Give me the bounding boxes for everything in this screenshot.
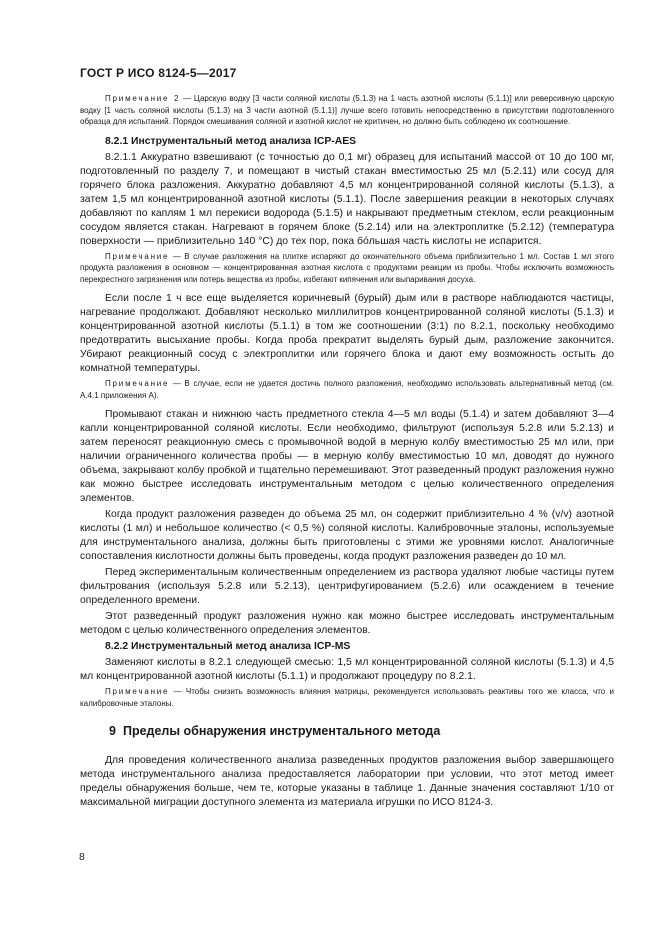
note-text: — В случае, если не удается достичь полного разложения, необходимо использовать альтернативный метод (см. А.4.1 приложения А). — [80, 379, 614, 400]
note-label: Примечание — [105, 687, 170, 696]
note-text: — В случае разложения на плитке испаряют до окончательного объема приблизительно 1 мл. Состав 1 мл этого продукта разложения в основном — концентрированная азотная кислота с продуктами реакции из пробы. Чтобы исключить возможность перекрестного загрязнения или потерь вещества из пробы, избегают кипячения или выпаривания досуха. — [80, 251, 614, 284]
page-number: 8 — [79, 851, 85, 863]
paragraph-filtration: Перед экспериментальным количественным определением из раствора удаляют любые частицы путем фильтрования (используя 5.2.8 или 5.2.13), центрифугированием (5.2.6) или осаждением в течение определенного времени. — [80, 567, 614, 606]
note-text: — Чтобы снизить возможность влияния матрицы, рекомендуется использовать реактивы того же класса, что и калибровочные эталоны. — [80, 687, 614, 708]
section-title: Пределы обнаружения инструментального метода — [122, 724, 441, 738]
section-heading-9 — [80, 724, 614, 738]
page-content — [80, 93, 614, 812]
note-label: Примечание — [105, 379, 170, 388]
note-label: Примечание 2 — [105, 94, 181, 103]
note-alternative-method — [80, 378, 614, 401]
note-label: Примечание — [105, 251, 170, 261]
note-hotplate — [80, 251, 614, 286]
paragraph-dilution: Когда продукт разложения разведен до объема 25 мл, он содержит приблизительно 4 % (v/v) азотной кислоты (1 мл) и небольшое количество (< 0,5 %) соляной кислоты. Калибровочные эталоны, используемые для инструментального анализа, должны быть приготовлены с этими же уровнями кислот. Аналогичные сопоставления кислотности должны быть проведены, когда продукт разложения разведен до 10 мл. — [80, 509, 614, 562]
paragraph-brown-fumes: Если после 1 ч все еще выделяется коричневый (бурый) дым или в растворе наблюдаются частицы, нагревание продолжают. Добавляют несколько миллилитров концентрированной соляной кислоты (5.1.3) и концентрированной азотной кислоты (5.1.1) в том же соотношении (3:1) по 8.2.1, поскольку необходимо предотвратить высыхание пробы. Когда проба прекратит выделять бурый дым, разложение закончится. Убирают реакционный сосуд с электроплитки или горячего блока и дают ему возможность остыть до комнатной температуры. — [80, 293, 614, 374]
document-header: ГОСТ Р ИСО 8124-5—2017 — [80, 66, 237, 80]
section-number: 9 — [109, 724, 116, 738]
paragraph-detection-limits: Для проведения количественного анализа разведенных продуктов разложения выбор завершающего метода инструментального анализа предоставляется лаборатории при условии, что этот метод имеет пределы обнаружения больше, чем те, которые указаны в таблице 1. Данные значения составляют 1/10 от максимальной миграции доступного элемента из материала игрушки по ИСО 8124-3. — [80, 755, 614, 808]
subsection-heading-8-2-1: 8.2.1 Инструментальный метод анализа ICP-AES — [105, 135, 357, 147]
paragraph-8-2-2: Заменяют кислоты в 8.2.1 следующей смесью: 1,5 мл концентрированной соляной кислоты (5.1.3) и 4,5 мл концентрированной азотной кислоты (5.1.1) и продолжают процедуру по 8.2.1. — [80, 657, 614, 682]
paragraph-8-2-1-1: 8.2.1.1 Аккуратно взвешивают (с точностью до 0,1 мг) образец для испытаний массой от 10 до 100 мг, подготовленный по разделу 7, и помещают в чистый стакан вместимостью 25 мл (5.2.11) или сосуд для горячего блока разложения. Аккуратно добавляют 4,5 мл концентрированной соляной кислоты (5.1.3), а затем 1,5 мл концентрированной азотной кислоты (5.1.1). После завершения реакции в некоторых случаях добавляют по каплям 1 мл перекиси водорода (5.1.5) и накрывают предметным стеклом, если реакционным сосудом является стакан. Нагревают в горячем блоке (5.2.14) или на электроплитке (5.2.12) (температура поверхности — приблизительно 140 °С) до тех пор, пока бóльшая часть кислоты не испарится. — [80, 151, 614, 247]
paragraph-analyse-quickly: Этот разведенный продукт разложения нужно как можно быстрее исследовать инструментальным методом с целью количественного определения элементов. — [80, 611, 614, 636]
note-text: — Царскую водку [3 части соляной кислоты (5.1.3) на 1 часть азотной кислоты (5.1.1)] или реверсивную царскую водку [1 часть соляной кислоты (5.1.3) на 3 части азотной (5.1.1)] лучше всего готовить непосредственно в присутствии подготовленного образца для испытаний. Порядок смешивания соляной и азотной кислот не критичен, но должно быть соблюдено их соотношение. — [80, 94, 615, 126]
note-aqua-regia — [80, 93, 614, 128]
paragraph-rinse: Промывают стакан и нижнюю часть предметного стекла 4—5 мл воды (5.1.4) и затем добавляют 3—4 капли концентрированной соляной кислоты. Если необходимо, фильтруют (используя 5.2.8 или 5.2.13) и затем переносят реакционную смесь с промывочной водой в мерную колбу вместимостью 25 мл или, при наличии ограниченного количества пробы — в мерную колбу вместимостью 10 мл, доводят до нужного объема, закрывают колбу пробкой и тщательно перемешивают. Этот разведенный продукт разложения нужно как можно быстрее исследовать инструментальным методом с целью количественного определения элементов. — [80, 409, 614, 504]
note-matrix — [80, 686, 614, 709]
subsection-heading-8-2-2: 8.2.2 Инструментальный метод анализа ICP-MS — [105, 641, 351, 652]
